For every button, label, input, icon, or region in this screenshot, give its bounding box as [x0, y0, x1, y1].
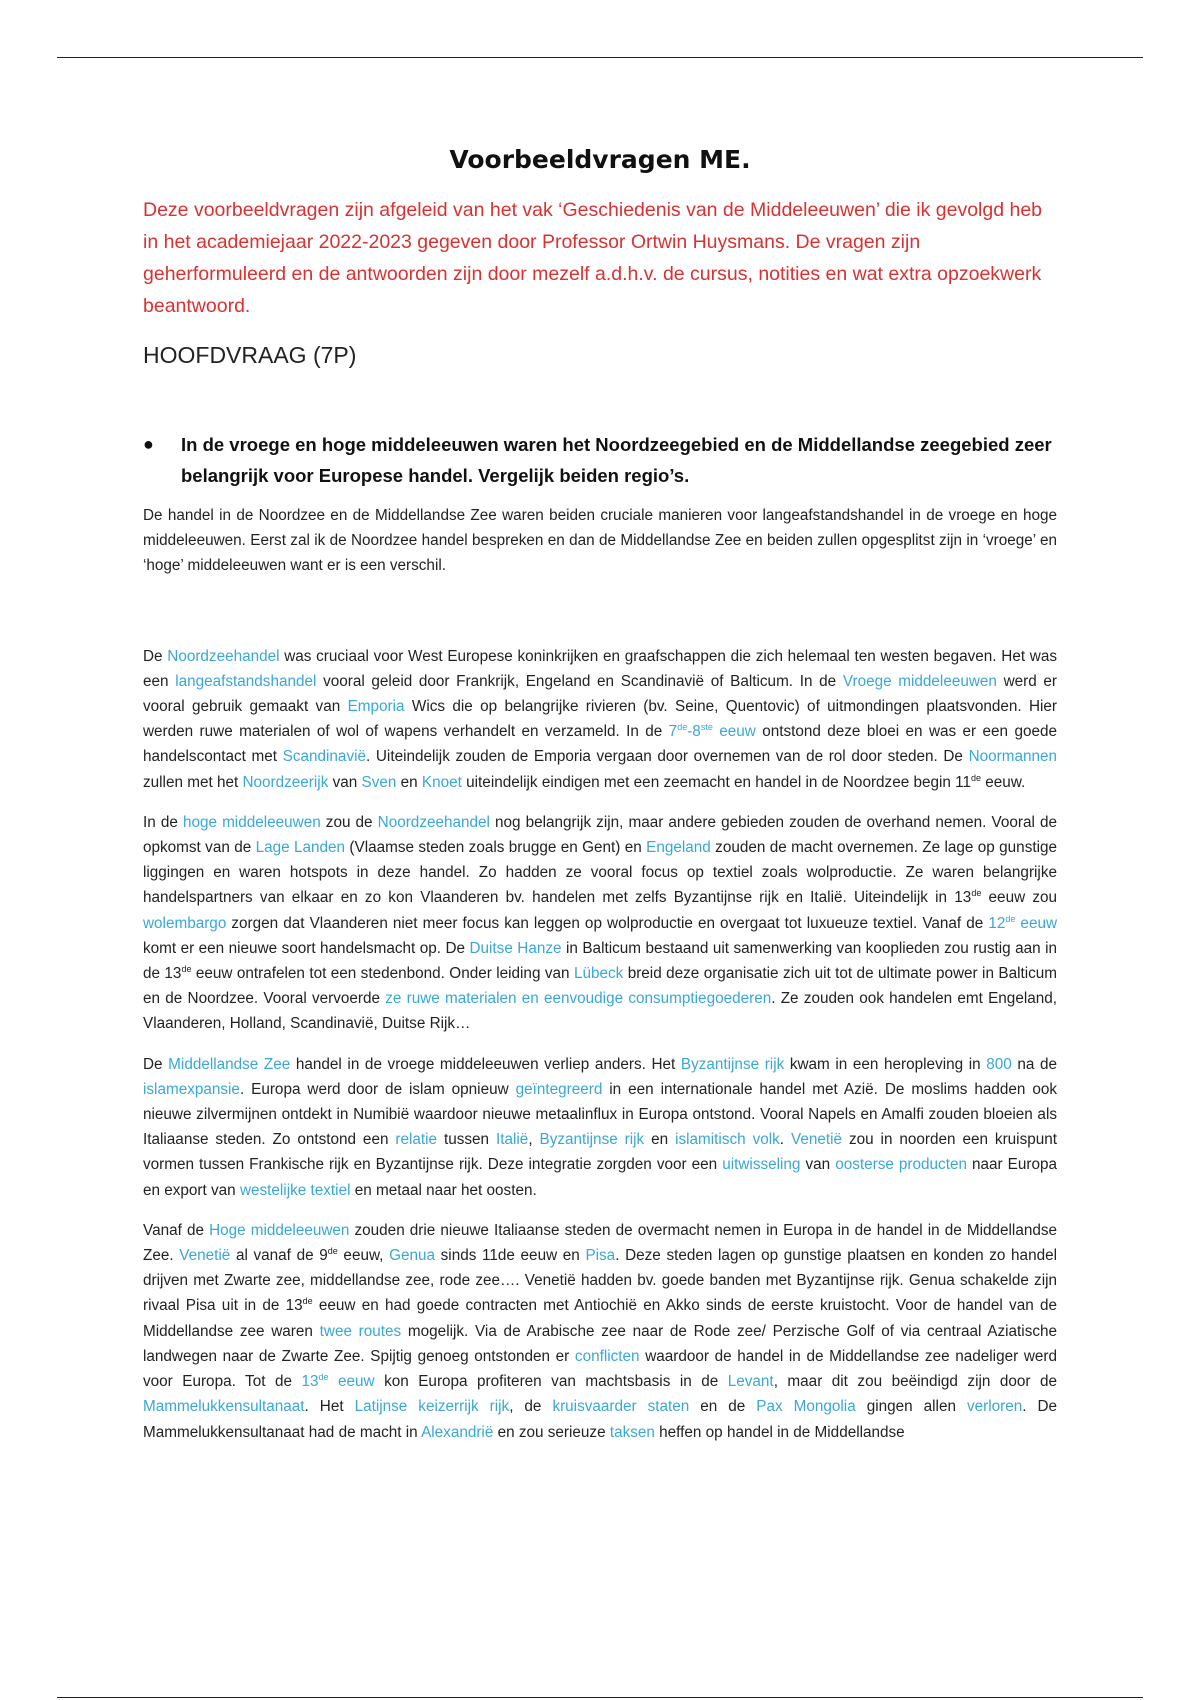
text-run: ,	[528, 1131, 540, 1149]
text-run: vooral geleid door Frankrijk, Engeland en Scandinavië of Balticum. In de	[316, 672, 843, 690]
paragraph-noordzee-hoog	[143, 810, 1057, 1037]
text-run: sinds 11de eeuw en	[435, 1247, 586, 1265]
highlighted-term: Levant	[727, 1373, 774, 1391]
highlighted-term: islamexpansie	[143, 1080, 240, 1098]
highlighted-term: islamitisch volk	[675, 1131, 780, 1149]
text-run: eeuw,	[337, 1247, 390, 1265]
highlighted-term: Byzantijnse rijk	[539, 1131, 645, 1149]
text-run: en metaal naar het oosten.	[350, 1181, 537, 1199]
text-run: kon Europa profiteren van machtsbasis in de	[374, 1373, 728, 1391]
highlighted-term: hoge middeleeuwen	[182, 813, 321, 831]
text-run: nog belangrijk zijn, maar andere gebieden zouden de overhand nemen. Vooral de opkomst van de	[143, 813, 1057, 857]
text-run: . Deze steden lagen op gunstige plaatsen en konden zo handel drijven met Zwarte zee, middellandse zee, rode zee…. Venetië hadden bv. goede banden met Byzantijnse rijk. Genua schakelde zijn rivaal Pisa uit in de 13	[143, 1247, 1057, 1315]
highlighted-term: -8	[687, 723, 701, 741]
text-run: waardoor de handel in de Middellandse zee nadeliger werd voor Europa. Tot de	[143, 1347, 1057, 1391]
paragraph-middellandse-hoog	[143, 1218, 1057, 1445]
paragraph-middellandse-vroeg	[143, 1052, 1057, 1203]
text-run: heffen op handel in de Middellandse	[654, 1423, 905, 1441]
text-run: kwam in een heropleving in	[784, 1055, 987, 1073]
highlighted-term: Duitse Hanze	[469, 939, 562, 957]
text-run: naar Europa en export van	[143, 1156, 1058, 1199]
text-run: na de	[1011, 1055, 1058, 1073]
highlighted-term: 12	[988, 914, 1006, 932]
highlighted-term: langeafstandshandel	[175, 672, 317, 690]
highlighted-term: conflicten	[574, 1347, 640, 1365]
highlighted-term: twee routes	[319, 1322, 402, 1340]
text-run: was cruciaal voor West Europese koninkrijken en graafschappen die zich helemaal ten westen begaven. Het was een	[143, 647, 1057, 690]
text-run: .	[779, 1131, 791, 1149]
text-run: eeuw.	[981, 773, 1026, 791]
text-run: De	[143, 1055, 169, 1073]
text-run: gingen allen	[855, 1398, 967, 1416]
text-run: De handel in de Noordzee en de Middellandse Zee waren beiden cruciale manieren voor langeafstandshandel in de vroege en hoge middeleeuwen. Eerst zal ik de Noordzee handel bespreken en dan de Middellandse Zee en beiden zullen opgesplitst zijn in ‘vroege’ en ‘hoge’ middeleeuwen want er is een verschil.	[143, 507, 1057, 575]
text-run: eeuw zou	[981, 889, 1058, 907]
text-run: Vanaf de	[143, 1221, 210, 1239]
text-run: van	[328, 773, 362, 791]
text-run: ontstond deze bloei en was er een goede handelscontact met	[143, 723, 1057, 766]
text-run: , maar dit zou beëindigd zijn door de	[773, 1373, 1058, 1391]
question-item	[143, 429, 1057, 491]
highlighted-term: Pisa	[585, 1247, 616, 1265]
highlighted-term: Venetië	[790, 1131, 843, 1149]
highlighted-term: verloren	[966, 1398, 1023, 1416]
text-run: zullen met het	[143, 773, 243, 791]
highlighted-term: Sven	[361, 773, 397, 791]
text-run: werd er vooral gebruik gemaakt van	[143, 672, 1058, 716]
text-run: handel in de vroege middeleeuwen verliep anders. Het	[290, 1055, 681, 1073]
text-run: in Balticum bestaand uit samenwerking van kooplieden zou rustig aan in de 13	[143, 939, 1058, 983]
text-run: van	[800, 1156, 836, 1174]
highlighted-term: ze ruwe materialen en eenvoudige consumptiegoederen	[385, 990, 772, 1008]
highlighted-term: Noordzeerijk	[242, 773, 329, 791]
text-run: In de	[143, 813, 183, 831]
highlighted-term: Lage Landen	[255, 839, 346, 857]
highlighted-term: Middellandse Zee	[168, 1055, 291, 1073]
highlighted-term: Noordzeehandel	[377, 813, 490, 831]
highlighted-term: uitwisseling	[722, 1156, 801, 1174]
text-run: eeuw ontrafelen tot een stedenbond. Onder leiding van	[191, 965, 574, 983]
highlighted-term: Genua	[389, 1247, 435, 1265]
text-run: en	[644, 1131, 676, 1149]
highlighted-term: Mammelukkensultanaat	[143, 1398, 305, 1416]
text-run: zorgen dat Vlaanderen niet meer focus kan leggen op wolproductie en overgaat tot luxueuze textiel. Vanaf de	[226, 914, 989, 932]
highlighted-term: 800	[986, 1055, 1012, 1073]
highlighted-term: Lübeck	[573, 965, 624, 983]
highlighted-term: Noormannen	[968, 748, 1057, 766]
text-run: de	[971, 888, 982, 899]
text-run: zou in noorden een kruispunt vormen tussen Frankische rijk en Byzantijnse rijk. Deze integratie zorgden voor een	[143, 1131, 1057, 1174]
text-run: en	[396, 773, 422, 791]
text-run: en zou serieuze	[493, 1423, 610, 1441]
text-run: en de	[689, 1398, 757, 1416]
highlighted-term: de	[318, 1372, 329, 1382]
question-text: In de vroege en hoge middeleeuwen waren het Noordzeegebied en de Middellandse zeegebied zeer belangrijk voor Europese handel. Vergelijk beiden regio’s.	[181, 434, 1052, 486]
text-run: uiteindelijk eindigen met een zeemacht en handel in de Noordzee begin 11	[461, 773, 972, 791]
highlighted-term: eeuw	[712, 723, 756, 741]
text-run: , de	[509, 1398, 553, 1416]
highlighted-term: Scandinavië	[282, 748, 366, 766]
highlighted-term: taksen	[609, 1423, 655, 1441]
section-heading: HOOFDVRAAG (7P)	[143, 342, 357, 368]
highlighted-term: 13	[301, 1373, 319, 1391]
text-run: . Ze zouden ook handelen emt Engeland, Vlaanderen, Holland, Scandinavië, Duitse Rijk…	[143, 990, 1057, 1033]
highlighted-term: Alexandrië	[421, 1423, 494, 1441]
highlighted-term: Noordzeehandel	[167, 647, 280, 665]
text-run: tussen	[437, 1131, 496, 1149]
highlighted-term: Hoge middeleeuwen	[209, 1221, 350, 1239]
highlighted-term: Engeland	[646, 839, 711, 857]
paragraph-intro	[143, 503, 1057, 579]
text-run: . Europa werd door de islam opnieuw	[239, 1080, 516, 1098]
text-run: de	[302, 1296, 313, 1307]
bullet-icon: ●	[143, 434, 154, 454]
intro-note: Deze voorbeeldvragen zijn afgeleid van het vak ‘Geschiedenis van de Middeleeuwen’ die ik gevolgd heb in het academiejaar 2022-2023 gegeven door Professor Ortwin Huysmans. De vragen zijn geherformuleerd en de antwoorden zijn door mezelf a.d.h.v. de cursus, notities en wat extra opzoekwerk beantwoord.	[143, 199, 1043, 317]
highlighted-term: Venetië	[179, 1247, 231, 1265]
text-run: (Vlaamse steden zoals brugge en Gent) en	[345, 839, 647, 857]
text-run: de	[971, 772, 982, 783]
highlighted-term: kruisvaarder staten	[552, 1398, 690, 1416]
highlighted-term: 7	[668, 723, 678, 741]
highlighted-term: relatie	[395, 1131, 438, 1149]
text-run: zou de	[320, 813, 378, 831]
highlighted-term: Latijnse keizerrijk rijk	[354, 1398, 510, 1416]
text-run: De	[143, 647, 168, 665]
page-title: Voorbeeldvragen ME.	[449, 145, 751, 174]
text-run: . De Mammelukkensultanaat had de macht in	[143, 1398, 1058, 1441]
highlighted-term: eeuw	[1015, 914, 1058, 932]
text-run: de	[327, 1245, 338, 1256]
text-run: eeuw en had goede contracten met Antiochië en Akko sinds de eerste kruistocht. Voor de handel van de Middellandse zee waren	[143, 1297, 1057, 1340]
highlighted-term: wolembargo	[143, 914, 227, 932]
highlighted-term: Italië	[496, 1131, 529, 1149]
footer-rule	[57, 1697, 1143, 1698]
highlighted-term: Pax Mongolia	[756, 1398, 856, 1416]
text-run: breid deze organisatie zich uit tot de ultimate power in Balticum en de Noordzee. Vooral vervoerde	[143, 965, 1058, 1008]
highlighted-term: Byzantijnse rijk	[680, 1055, 785, 1073]
paragraph-noordzee-vroeg	[143, 644, 1057, 795]
highlighted-term: geïntegreerd	[515, 1080, 603, 1098]
text-run: de	[181, 963, 192, 974]
text-run: . Uiteindelijk zouden de Emporia vergaan door overnemen van de rol door steden. De	[366, 748, 969, 766]
highlighted-term: westelijke textiel	[239, 1181, 351, 1199]
highlighted-term: oosterse producten	[835, 1156, 967, 1174]
highlighted-term: de	[1005, 913, 1016, 924]
highlighted-term: Vroege middeleeuwen	[842, 672, 997, 690]
text-run: zouden de macht overnemen. Ze lage op gunstige liggingen en waren hotspots in deze handel. Zo hadden ze vooral focus op textiel zoals wolproductie. Ze waren belangrijke handelspartners van elkaar en zo kon Vlaanderen bv. handelen met zelfs Byzantijnse rijk en Italië. Uiteindelijk in 13	[143, 839, 1057, 907]
text-run: komt er een nieuwe soort handelsmacht op. De	[143, 939, 470, 957]
highlighted-term: ste	[700, 722, 713, 733]
text-run: mogelijk. Via de Arabische zee naar de Rode zee/ Perzische Golf of via centraal Aziatische landwegen naar de Zwarte Zee. Spijtig genoeg ontstonden er	[143, 1322, 1058, 1365]
text-run: Wics die op belangrijke rivieren (bv. Seine, Quentovic) of uitmondingen plaatsvonden. Hier werden ruwe materialen of wol of wapens verhandelt en verzameld. In de	[143, 698, 1058, 741]
header-rule	[57, 57, 1143, 58]
text-run: in een internationale handel met Azië. De moslims hadden ook nieuwe zilvermijnen ontdekt in Numibië waardoor nieuwe metaalinflux in Europa ontstond. Vooral Napels en Amalfi zouden bloeien als Italiaanse steden. Zo ontstond een	[143, 1080, 1057, 1149]
text-run: . Het	[304, 1398, 355, 1416]
highlighted-term: Emporia	[347, 698, 405, 716]
text-run: al vanaf de 9	[230, 1247, 328, 1265]
document-body	[143, 145, 1057, 1460]
text-run: zouden drie nieuwe Italiaanse steden de overmacht nemen in Europa in de handel in de Middellandse Zee.	[143, 1221, 1058, 1265]
highlighted-term: de	[677, 722, 688, 733]
highlighted-term: eeuw	[328, 1373, 375, 1391]
highlighted-term: Knoet	[421, 773, 462, 791]
